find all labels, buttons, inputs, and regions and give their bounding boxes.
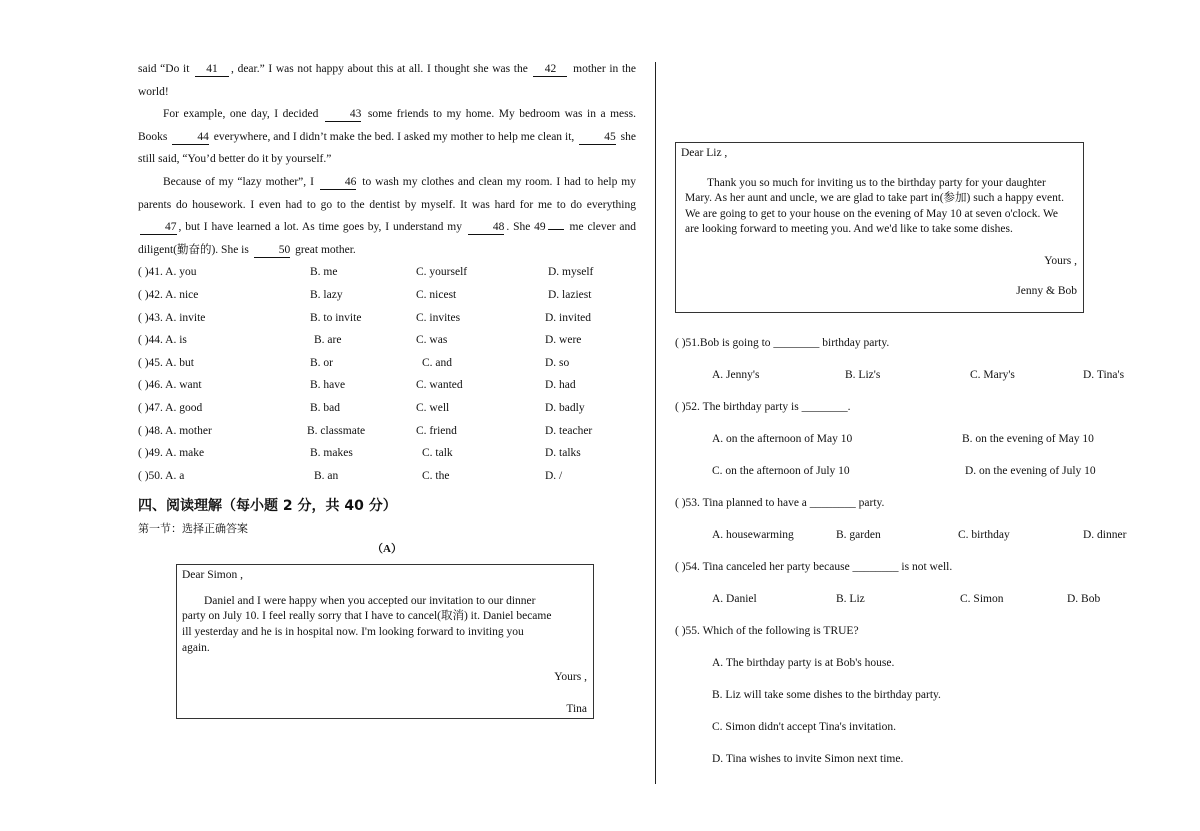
- column-divider: [655, 62, 656, 784]
- option-row: [138, 329, 636, 352]
- question-55-option-a: [675, 647, 1133, 679]
- option-a[interactable]: A. The birthday party is at Bob's house.: [712, 657, 895, 669]
- option-b[interactable]: B. or: [310, 356, 333, 369]
- blank-43[interactable]: 43: [325, 107, 362, 122]
- question-label: ( )41. A. you: [138, 266, 197, 279]
- option-row: [138, 397, 636, 420]
- section-subtitle: 第一节：选择正确答案: [138, 522, 248, 536]
- question-55-option-c: [675, 711, 1133, 743]
- option-c[interactable]: C. birthday: [958, 529, 1010, 541]
- option-c[interactable]: C. Simon didn't accept Tina's invitation.: [712, 721, 896, 733]
- option-a[interactable]: A. Daniel: [712, 593, 757, 605]
- letter-box-simon: [176, 564, 594, 719]
- option-d[interactable]: D. Tina's: [1083, 369, 1125, 381]
- blank-41[interactable]: 41: [195, 62, 229, 77]
- option-a[interactable]: A. Jenny's: [712, 369, 760, 381]
- option-b[interactable]: B. lazy: [310, 288, 343, 301]
- option-c[interactable]: C. talk: [422, 447, 453, 460]
- option-c[interactable]: C. well: [416, 401, 450, 414]
- option-c[interactable]: C. on the afternoon of July 10: [712, 465, 850, 477]
- letter-closing: Yours ,: [554, 671, 587, 684]
- question-51-options: [675, 359, 1133, 391]
- blank-42[interactable]: 42: [533, 62, 567, 77]
- option-b[interactable]: B. Liz will take some dishes to the birthday party.: [712, 689, 941, 701]
- option-row: [138, 307, 636, 330]
- option-b[interactable]: B. Liz's: [845, 369, 881, 381]
- letter-signature: Jenny & Bob: [1016, 284, 1077, 297]
- blank-46[interactable]: 46: [320, 175, 357, 190]
- option-d[interactable]: D. so: [545, 356, 570, 369]
- option-b[interactable]: B. an: [314, 469, 339, 482]
- option-row: [138, 261, 636, 284]
- question-text: ( )54. Tina canceled her party because ________ is not well.: [675, 561, 953, 573]
- option-b[interactable]: B. makes: [310, 447, 353, 460]
- blank-50[interactable]: 50: [254, 243, 291, 258]
- blank-48[interactable]: 48: [468, 220, 505, 235]
- blank-49[interactable]: [548, 229, 564, 230]
- blank-45[interactable]: 45: [579, 130, 616, 145]
- option-d[interactable]: D. dinner: [1083, 529, 1127, 541]
- cloze-text: everywhere, and I didn’t make the bed. I asked my mother to help me clean it,: [210, 130, 578, 143]
- option-row: [138, 352, 636, 375]
- left-column: [138, 58, 636, 719]
- option-c[interactable]: C. yourself: [416, 266, 468, 279]
- question-55: [675, 615, 1133, 647]
- cloze-paragraph-2: [138, 103, 636, 171]
- option-b[interactable]: B. to invite: [310, 311, 362, 324]
- option-c[interactable]: C. nicest: [416, 288, 457, 301]
- option-a[interactable]: A. on the afternoon of May 10: [712, 433, 853, 445]
- question-label: ( )45. A. but: [138, 356, 194, 369]
- option-c[interactable]: C. and: [422, 356, 453, 369]
- option-c[interactable]: C. was: [416, 334, 448, 347]
- question-text: ( )52. The birthday party is ________.: [675, 401, 851, 413]
- cloze-text: me clever and diligent(勤奋的). She is: [138, 221, 636, 256]
- question-53-options: [675, 519, 1133, 551]
- option-d[interactable]: D. /: [545, 469, 563, 482]
- letter-greeting: Dear Liz ,: [681, 147, 728, 159]
- option-d[interactable]: D. Bob: [1067, 593, 1101, 605]
- option-b[interactable]: B. are: [314, 334, 342, 347]
- cloze-paragraph-3: [138, 171, 636, 261]
- reading-questions: [675, 327, 1133, 775]
- cloze-paragraph-1: [138, 58, 636, 103]
- cloze-text: great mother.: [292, 243, 356, 256]
- option-d[interactable]: D. invited: [545, 311, 591, 324]
- option-d[interactable]: D. on the evening of July 10: [965, 465, 1096, 477]
- question-label: ( )49. A. make: [138, 447, 205, 460]
- option-b[interactable]: B. garden: [836, 529, 881, 541]
- option-d[interactable]: D. teacher: [545, 424, 593, 437]
- option-b[interactable]: B. Liz: [836, 593, 865, 605]
- blank-47[interactable]: 47: [140, 220, 177, 235]
- option-row: [138, 284, 636, 307]
- question-53: [675, 487, 1133, 519]
- option-d[interactable]: D. had: [545, 379, 576, 392]
- option-c[interactable]: C. wanted: [416, 379, 463, 392]
- question-55-option-b: [675, 679, 1133, 711]
- option-d[interactable]: D. talks: [545, 447, 581, 460]
- letter-body: Daniel and I were happy when you accepted our invitation to our dinner party on July 10. I feel really sorry that I have to cancel(取消) it. Daniel became ill yesterday and he is in hospital now. I'm looking forward to inviting you again.: [182, 594, 552, 654]
- letter-signature: Tina: [566, 702, 587, 715]
- option-row: [138, 442, 636, 465]
- option-c[interactable]: C. Simon: [960, 593, 1004, 605]
- section-title: 四、阅读理解（每小题 2 分，共 40 分）: [138, 498, 397, 515]
- question-text: ( )53. Tina planned to have a ________ party.: [675, 497, 885, 509]
- cloze-text: mother in the world!: [138, 63, 637, 98]
- option-c[interactable]: C. invites: [416, 311, 461, 324]
- letter-closing: Yours ,: [1044, 254, 1077, 267]
- option-b[interactable]: B. me: [310, 266, 338, 279]
- option-c[interactable]: C. Mary's: [970, 369, 1015, 381]
- option-b[interactable]: B. on the evening of May 10: [962, 433, 1094, 445]
- question-label: ( )48. A. mother: [138, 424, 212, 437]
- option-d[interactable]: D. badly: [545, 401, 585, 414]
- option-b[interactable]: B. have: [310, 379, 346, 392]
- cloze-text: , dear.” I was not happy about this at all. I thought she was the: [231, 63, 532, 75]
- cloze-text: to wash my clothes and clean my room. I had to help my parents do housework. I even had to go to the dentist by myself. It was hard for me to do everything: [138, 175, 636, 211]
- letter-box-liz: [675, 142, 1084, 313]
- option-d[interactable]: D. laziest: [548, 288, 592, 301]
- cloze-text: some friends to my home. My bedroom was in a mess. Books: [138, 108, 636, 143]
- blank-44[interactable]: 44: [172, 130, 209, 145]
- right-column: [675, 142, 1133, 775]
- letter-body: Thank you so much for inviting us to the birthday party for your daughter Mary. As her aunt and uncle, we are glad to take part in(参加) such a happy event. We are going to get to your house on the evening of May 10 at seven o'clock. We are looking forward to meeting you. And we'd like to take some dishes.: [685, 176, 1064, 236]
- option-c[interactable]: C. the: [422, 469, 450, 482]
- passage-label: （A）: [372, 543, 402, 556]
- cloze-text: Because of my “lazy mother”, I: [163, 175, 318, 188]
- option-row: [138, 465, 636, 488]
- question-text: ( )51.Bob is going to ________ birthday party.: [675, 337, 890, 349]
- option-d[interactable]: D. were: [545, 334, 582, 347]
- question-label: ( )50. A. a: [138, 469, 185, 482]
- question-51: [675, 327, 1133, 359]
- question-54-options: [675, 583, 1133, 615]
- question-55-option-d: [675, 743, 1133, 775]
- option-c[interactable]: C. friend: [416, 424, 457, 437]
- cloze-text: . She 49: [506, 221, 546, 234]
- question-label: ( )46. A. want: [138, 379, 202, 392]
- question-label: ( )47. A. good: [138, 401, 203, 414]
- option-b[interactable]: B. bad: [310, 401, 341, 414]
- question-label: ( )42. A. nice: [138, 288, 199, 301]
- option-row: [138, 374, 636, 397]
- cloze-text: she still said, “You’d better do it by yourself.”: [138, 130, 636, 166]
- cloze-text: said “Do it: [138, 63, 194, 75]
- option-row: [138, 420, 636, 443]
- letter-greeting: Dear Simon ,: [182, 569, 244, 582]
- question-label: ( )44. A. is: [138, 334, 187, 347]
- question-52-options: [675, 423, 1133, 455]
- option-d[interactable]: D. Tina wishes to invite Simon next time.: [712, 753, 904, 765]
- question-54: [675, 551, 1133, 583]
- option-b[interactable]: B. classmate: [307, 424, 366, 437]
- option-a[interactable]: A. housewarming: [712, 529, 794, 541]
- question-label: ( )43. A. invite: [138, 311, 206, 324]
- cloze-text: For example, one day, I decided: [163, 108, 323, 121]
- question-52: [675, 391, 1133, 423]
- question-52-options: [675, 455, 1133, 487]
- option-d[interactable]: D. myself: [548, 266, 594, 279]
- cloze-options: [138, 261, 636, 487]
- cloze-text: , but I have learned a lot. As time goes by, I understand my: [178, 221, 466, 234]
- question-text: ( )55. Which of the following is TRUE?: [675, 625, 859, 637]
